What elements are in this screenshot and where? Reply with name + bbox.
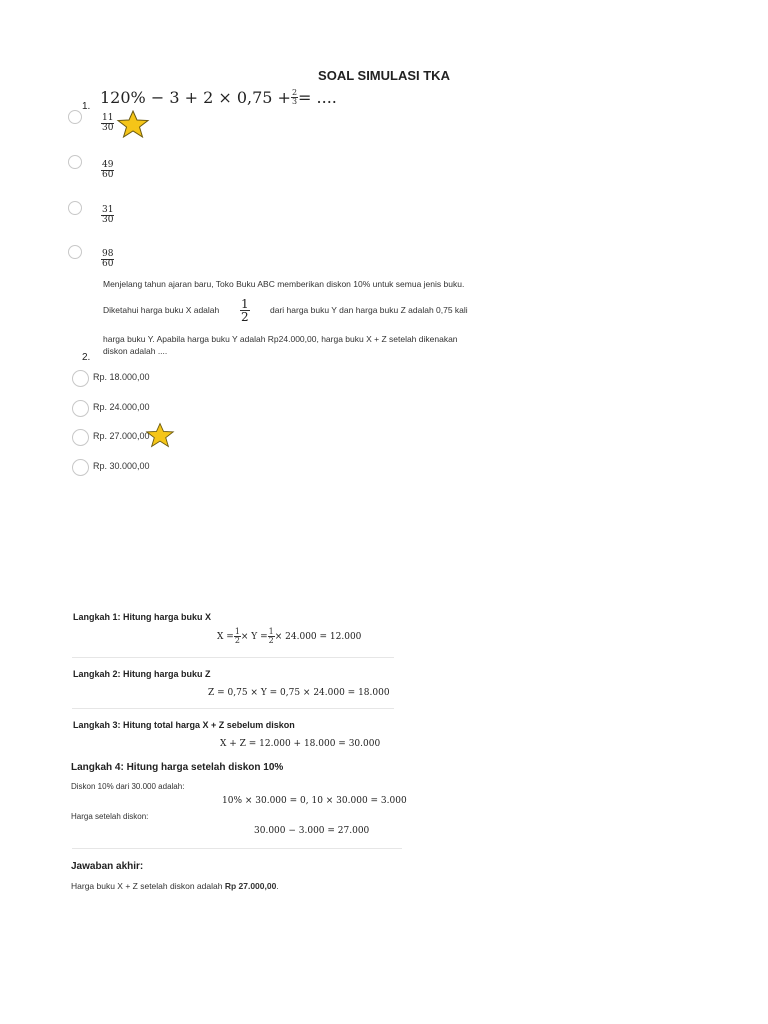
q1-option-1-den: 30	[102, 123, 114, 133]
step-2-title: Langkah 2: Hitung harga buku Z	[73, 669, 211, 679]
step-1-rhs: × 24.000 = 12.000	[274, 631, 362, 642]
q1-option-2-den: 60	[102, 170, 114, 180]
q1-option-4-den: 60	[102, 259, 114, 269]
question-1-expression	[100, 88, 337, 107]
q2-fraction	[240, 298, 250, 323]
q2-option-2-label[interactable]: Rp. 24.000,00	[93, 402, 150, 412]
q1-option-1-fraction[interactable]	[101, 114, 114, 133]
q2-frac-num: 1	[241, 297, 249, 311]
step-1-equation	[217, 628, 361, 645]
step-1-frac-a-den: 2	[234, 636, 240, 645]
q2-option-3-radio[interactable]	[72, 429, 89, 446]
final-answer-text-a: Harga buku X + Z setelah diskon adalah	[71, 881, 225, 891]
step-4-equation-2: 30.000 − 3.000 = 27.000	[254, 826, 370, 836]
final-answer-text-c: .	[276, 881, 279, 891]
q2-text-line-2a: Diketahui harga buku X adalah	[103, 305, 220, 315]
q1-option-4-radio[interactable]	[68, 245, 82, 259]
q1-expr-fraction	[291, 89, 298, 106]
question-1-number: 1.	[82, 101, 91, 112]
q1-expr-frac-num: 2	[291, 88, 298, 97]
step-4-equation-1: 10% × 30.000 = 0, 10 × 30.000 = 3.000	[222, 796, 407, 806]
q1-option-1-radio[interactable]	[68, 110, 82, 124]
q2-option-1-radio[interactable]	[72, 370, 89, 387]
q1-option-3-den: 30	[102, 215, 114, 225]
q2-frac-den: 2	[241, 310, 249, 324]
q2-option-4-label[interactable]: Rp. 30.000,00	[93, 461, 150, 471]
step-1-frac-b-den: 2	[268, 636, 274, 645]
q1-option-3-radio[interactable]	[68, 201, 82, 215]
step-1-frac-b	[268, 628, 275, 645]
q2-text-line-1: Menjelang tahun ajaran baru, Toko Buku ABC memberikan diskon 10% untuk semua jenis buku.	[103, 279, 465, 289]
step-2-equation: Z = 0,75 × Y = 0,75 × 24.000 = 18.000	[208, 688, 390, 698]
step-4-title: Langkah 4: Hitung harga setelah diskon 10%	[71, 762, 284, 773]
step-1-frac-b-num: 1	[268, 627, 274, 636]
q1-expr-main: 120% − 3 + 2 × 0,75 +	[100, 88, 291, 107]
q1-option-4-num: 98	[102, 249, 114, 259]
step-3-equation: X + Z = 12.000 + 18.000 = 30.000	[220, 739, 381, 749]
q1-option-3-num: 31	[102, 205, 114, 215]
q1-option-3-fraction[interactable]	[101, 206, 114, 225]
star-icon	[145, 421, 175, 449]
q2-option-1-label[interactable]: Rp. 18.000,00	[93, 372, 150, 382]
q1-option-1-num: 11	[102, 113, 114, 123]
final-answer-text	[71, 881, 279, 891]
q2-text-line-2b: dari harga buku Y dan harga buku Z adalah 0,75 kali	[270, 305, 468, 315]
q1-expr-frac-den: 3	[291, 97, 298, 106]
q1-option-2-radio[interactable]	[68, 155, 82, 169]
step-3-title: Langkah 3: Hitung total harga X + Z sebelum diskon	[73, 720, 295, 730]
q1-expr-tail: = ....	[298, 88, 337, 107]
final-answer-value: Rp 27.000,00	[224, 881, 277, 891]
q2-option-2-radio[interactable]	[72, 400, 89, 417]
q2-option-3-label[interactable]: Rp. 27.000,00	[93, 431, 150, 441]
divider	[72, 708, 394, 709]
step-1-frac-a-num: 1	[234, 627, 240, 636]
step-4-text-1: Diskon 10% dari 30.000 adalah:	[71, 782, 185, 791]
q1-option-2-fraction[interactable]	[101, 161, 114, 180]
final-answer-title: Jawaban akhir:	[71, 861, 144, 872]
q1-option-2-num: 49	[102, 160, 114, 170]
divider	[72, 657, 394, 658]
step-1-title: Langkah 1: Hitung harga buku X	[73, 612, 212, 622]
step-1-frac-a	[234, 628, 241, 645]
q2-option-4-radio[interactable]	[72, 459, 89, 476]
q2-text-line-3: harga buku Y. Apabila harga buku Y adalah Rp24.000,00, harga buku X + Z setelah dikenakan	[103, 334, 458, 344]
q2-text-line-4: diskon adalah ....	[103, 346, 168, 356]
step-1-lhs: X =	[217, 631, 234, 642]
divider	[72, 848, 402, 849]
q1-option-4-fraction[interactable]	[101, 250, 114, 269]
star-icon	[116, 110, 150, 138]
question-2-number: 2.	[82, 352, 91, 363]
step-1-mid: × Y =	[240, 631, 268, 642]
page-title: SOAL SIMULASI TKA	[318, 68, 450, 83]
step-4-text-2: Harga setelah diskon:	[71, 812, 149, 821]
